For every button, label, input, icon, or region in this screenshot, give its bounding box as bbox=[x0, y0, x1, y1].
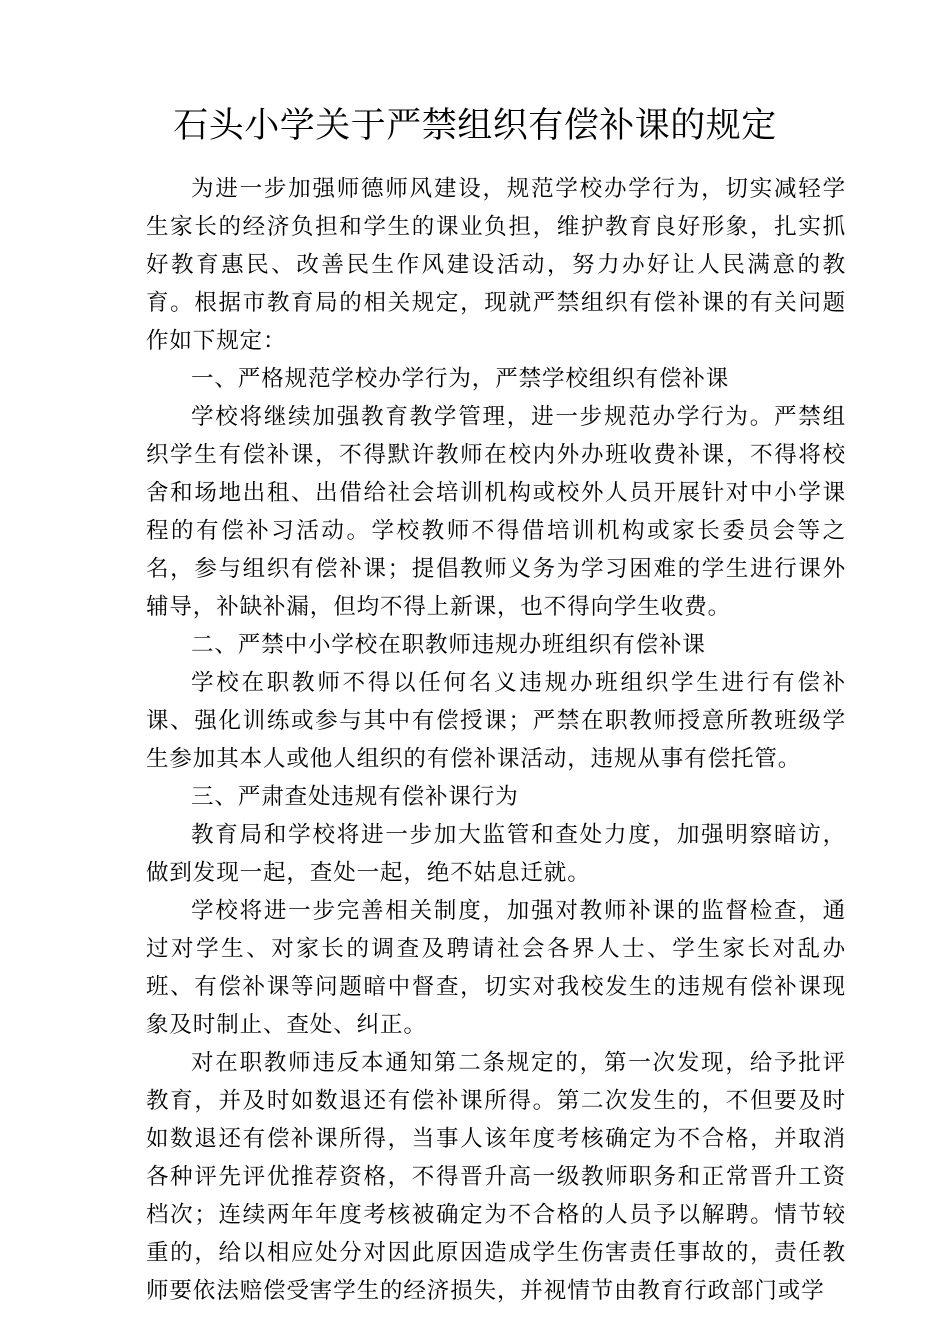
document-title: 石头小学关于严禁组织有偿补课的规定 bbox=[173, 106, 777, 146]
section-heading-2: 二、严禁中小学校在职教师违规办班组织有偿补课 bbox=[191, 632, 706, 658]
intro-paragraph: 为进一步加强师德师风建设，规范学校办学行为，切实减轻学生家长的经济负担和学生的课业负担，维护教育良好形象，扎实抓好教育惠民、改善民生作风建设活动，努力办好让人民满意的教育。根据市教育局的相关规定，现就严禁组织有偿补课的有关问题作如下规定： bbox=[146, 176, 846, 354]
section-1-paragraph: 学校将继续加强教育教学管理，进一步规范办学行为。严禁组织学生有偿补课，不得默许教师在校内外办班收费补课，不得将校舍和场地出租、出借给社会培训机构或校外人员开展针对中小学课程的有偿补习活动。学校教师不得借培训机构或家长委员会等之名，参与组织有偿补课；提倡教师义务为学习困难的学生进行课外辅导，补缺补漏，但均不得上新课，也不得向学生收费。 bbox=[146, 404, 846, 620]
section-3-paragraph-2: 学校将进一步完善相关制度，加强对教师补课的监督检查，通过对学生、对家长的调查及聘请社会各界人士、学生家长对乱办班、有偿补课等问题暗中督查，切实对我校发生的违规有偿补课现象及时制止、查处、纠正。 bbox=[146, 898, 846, 1038]
section-heading-1: 一、严格规范学校办学行为，严禁学校组织有偿补课 bbox=[191, 366, 730, 392]
section-heading-3: 三、严肃查处违规有偿补课行为 bbox=[191, 784, 519, 810]
section-3-paragraph-1: 教育局和学校将进一步加大监管和查处力度，加强明察暗访，做到发现一起，查处一起，绝不姑息迁就。 bbox=[146, 822, 846, 886]
section-2-paragraph: 学校在职教师不得以任何名义违规办班组织学生进行有偿补课、强化训练或参与其中有偿授课；严禁在职教师授意所教班级学生参加其本人或他人组织的有偿补课活动，违规从事有偿托管。 bbox=[146, 670, 846, 772]
document-body bbox=[146, 170, 846, 1310]
section-3-paragraph-3: 对在职教师违反本通知第二条规定的，第一次发现，给予批评教育，并及时如数退还有偿补课所得。第二次发生的，不但要及时如数退还有偿补课所得，当事人该年度考核确定为不合格，并取消各种评先评优推荐资格，不得晋升高一级教师职务和正常晋升工资档次；连续两年年度考核被确定为不合格的人员予以解聘。情节较重的，给以相应处分对因此原因造成学生伤害责任事故的，责任教师要依法赔偿受害学生的经济损失，并视情节由教育行政部门或学 bbox=[146, 1050, 846, 1304]
